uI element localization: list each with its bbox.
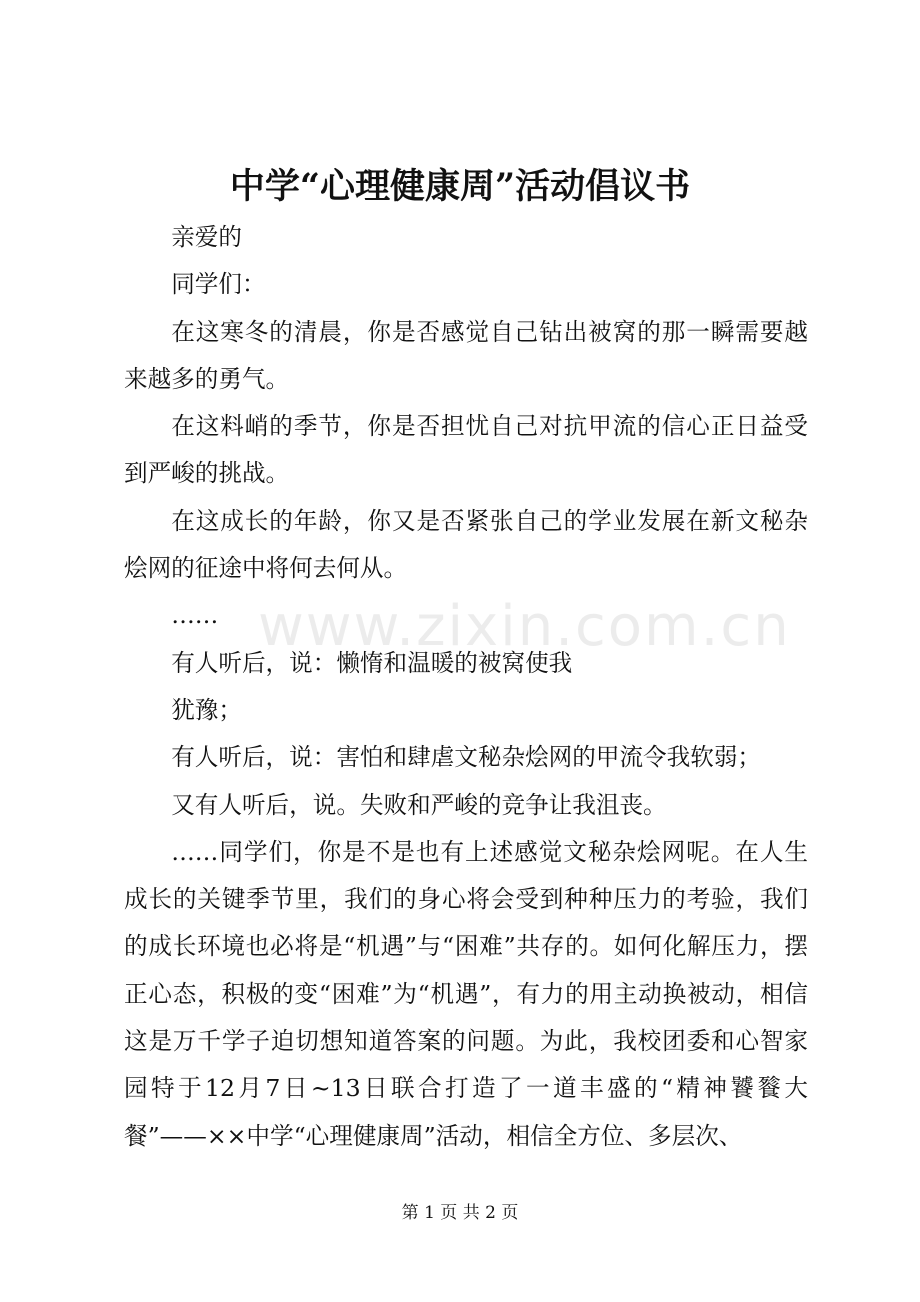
- document-body: [124, 214, 808, 1160]
- page-footer: 第 1 页 共 2 页: [401, 1203, 519, 1223]
- paragraph: 在这成长的年龄，你又是否紧张自己的学业发展在新文秘杂烩网的征途中将何去何从。: [124, 506, 808, 583]
- paragraph: 在这料峭的季节，你是否担忧自己对抗甲流的信心正日益受到严峻的挑战。: [124, 412, 808, 488]
- paragraph: 又有人听后，说。失败和严峻的竞争让我沮丧。: [171, 790, 667, 819]
- paragraph: 有人听后，说：懒惰和温暖的被窝使我: [171, 648, 573, 677]
- paragraph: ……: [171, 601, 219, 630]
- paragraph: 在这寒冬的清晨，你是否感觉自己钻出被窝的那一瞬需要越来越多的勇气。: [124, 317, 808, 393]
- paragraph: 有人听后，说：害怕和肆虐文秘杂烩网的甲流令我软弱；: [171, 743, 762, 772]
- document-title: 中学“心理健康周”活动倡议书: [229, 166, 691, 207]
- watermark: www.zixin.com.cn: [258, 594, 791, 659]
- paragraph: 亲爱的: [171, 223, 242, 251]
- paragraph: 犹豫；: [171, 695, 242, 724]
- paragraph: ……同学们，你是不是也有上述感觉文秘杂烩网呢。在人生成长的关键季节里，我们的身心将会受到种种压力的考验，我们的成长环境也必将是“机遇”与“困难”共存的。如何化解压力，摆正心态，积极的变“困难”为“机遇”，有力的用主动换被动，相信这是万千学子迫切想知道答案的问题。为此，我校团委和心智家园特于12月7日~13日联合打造了一道丰盛的“精神饕餮大餐”——××中学“心理健康周”活动，相信全方位、多层次、: [124, 837, 808, 1150]
- paragraph: 同学们：: [171, 270, 266, 299]
